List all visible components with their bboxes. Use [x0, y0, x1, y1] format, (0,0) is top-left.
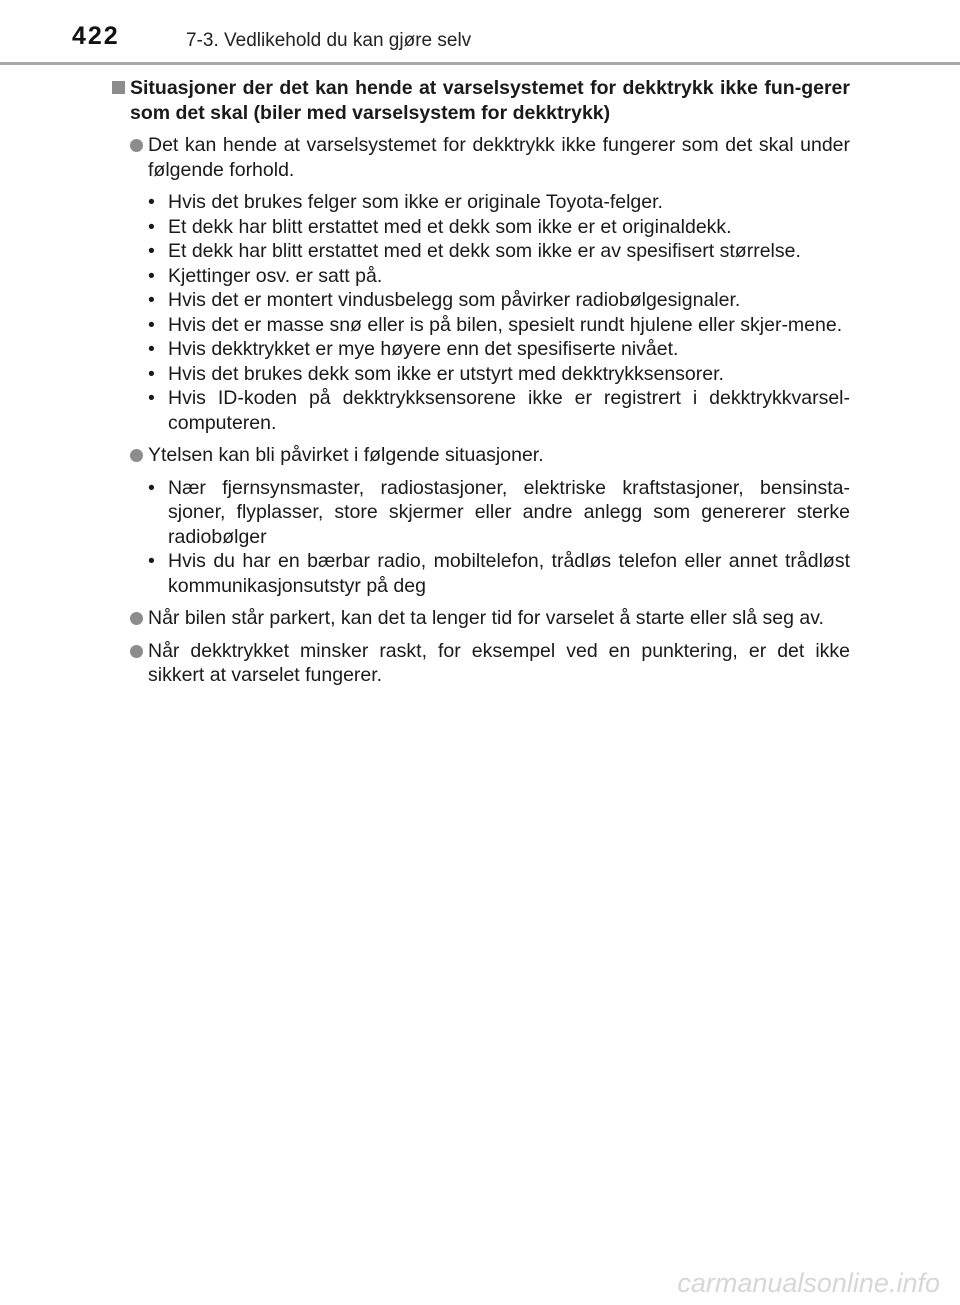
list-item: • Nær fjernsynsmaster, radiostasjoner, elektriske kraftstasjoner, bensinsta-sjoner, flyplasser, store skjermer eller andre anlegg som genererer sterke radiobølger	[148, 476, 850, 548]
bullet-glyph: •	[148, 387, 155, 409]
list-item: • Et dekk har blitt erstattet med et dekk som ikke er av spesifisert størrelse.	[148, 240, 801, 262]
circle-bullet-icon	[130, 139, 143, 152]
list-item: • Hvis dekktrykket er mye høyere enn det spesifiserte nivået.	[148, 338, 679, 360]
list-item: • Hvis det er masse snø eller is på bilen, spesielt rundt hjulene eller skjer-mene.	[148, 313, 843, 336]
list-item: • Et dekk har blitt erstattet med et dekk som ikke er et originaldekk.	[148, 215, 732, 238]
paragraph-text: Når bilen står parkert, kan det ta lenger tid for varselet å starte eller slå seg av.	[148, 607, 824, 629]
bullet-paragraph	[112, 443, 850, 468]
bullet-glyph: •	[148, 264, 155, 287]
bullet-glyph: •	[148, 362, 155, 385]
section-title: 7-3. Vedlikehold du kan gjøre selv	[186, 30, 472, 51]
list-item: • Hvis det brukes felger som ikke er originale Toyota-felger.	[148, 191, 663, 213]
bullet-glyph: •	[148, 289, 155, 311]
circle-bullet-icon	[130, 612, 143, 625]
page-content	[112, 76, 850, 688]
bullet-paragraph	[112, 133, 850, 182]
paragraph-text: Når dekktrykket minsker raskt, for eksempel ved en punktering, er det ikke sikkert at varselet fungerer.	[148, 639, 850, 686]
bullet-paragraph	[112, 606, 850, 631]
bullet-paragraph	[112, 639, 850, 688]
circle-bullet-icon	[130, 645, 143, 658]
circle-bullet-icon	[130, 449, 143, 462]
list-item: • Kjettinger osv. er satt på.	[148, 264, 383, 287]
bullet-glyph: •	[148, 215, 155, 238]
bullet-glyph: •	[148, 338, 155, 360]
page-number: 422	[72, 22, 120, 50]
paragraph-text: Det kan hende at varselsystemet for dekktrykk ikke fungerer som det skal under følgende forhold.	[148, 134, 850, 181]
condition-list	[112, 190, 850, 435]
paragraph-text: Ytelsen kan bli påvirket i følgende situasjoner.	[148, 444, 544, 466]
watermark: carmanualsonline.info	[677, 1268, 940, 1298]
subsection-heading	[112, 76, 850, 125]
bullet-glyph: •	[148, 191, 155, 213]
bullet-glyph: •	[148, 476, 155, 499]
list-item: • Hvis ID-koden på dekktrykksensorene ikke er registrert i dekktrykkvarsel-computeren.	[148, 387, 850, 434]
square-bullet-icon	[112, 81, 125, 94]
situation-list	[112, 476, 850, 599]
subsection-heading-text: Situasjoner der det kan hende at varselsystemet for dekktrykk ikke fun-gerer som det skal (biler med varselsystem for dekktrykk)	[130, 77, 850, 124]
bullet-glyph: •	[148, 240, 155, 262]
list-item: • Hvis du har en bærbar radio, mobiltelefon, trådløs telefon eller annet trådløst kommunikasjonsutstyr på deg	[148, 550, 850, 597]
list-item: • Hvis det er montert vindusbelegg som påvirker radiobølgesignaler.	[148, 289, 741, 311]
bullet-glyph: •	[148, 313, 155, 336]
list-item: • Hvis det brukes dekk som ikke er utstyrt med dekktrykksensorer.	[148, 362, 724, 385]
bullet-glyph: •	[148, 550, 155, 572]
header-divider	[0, 62, 960, 65]
